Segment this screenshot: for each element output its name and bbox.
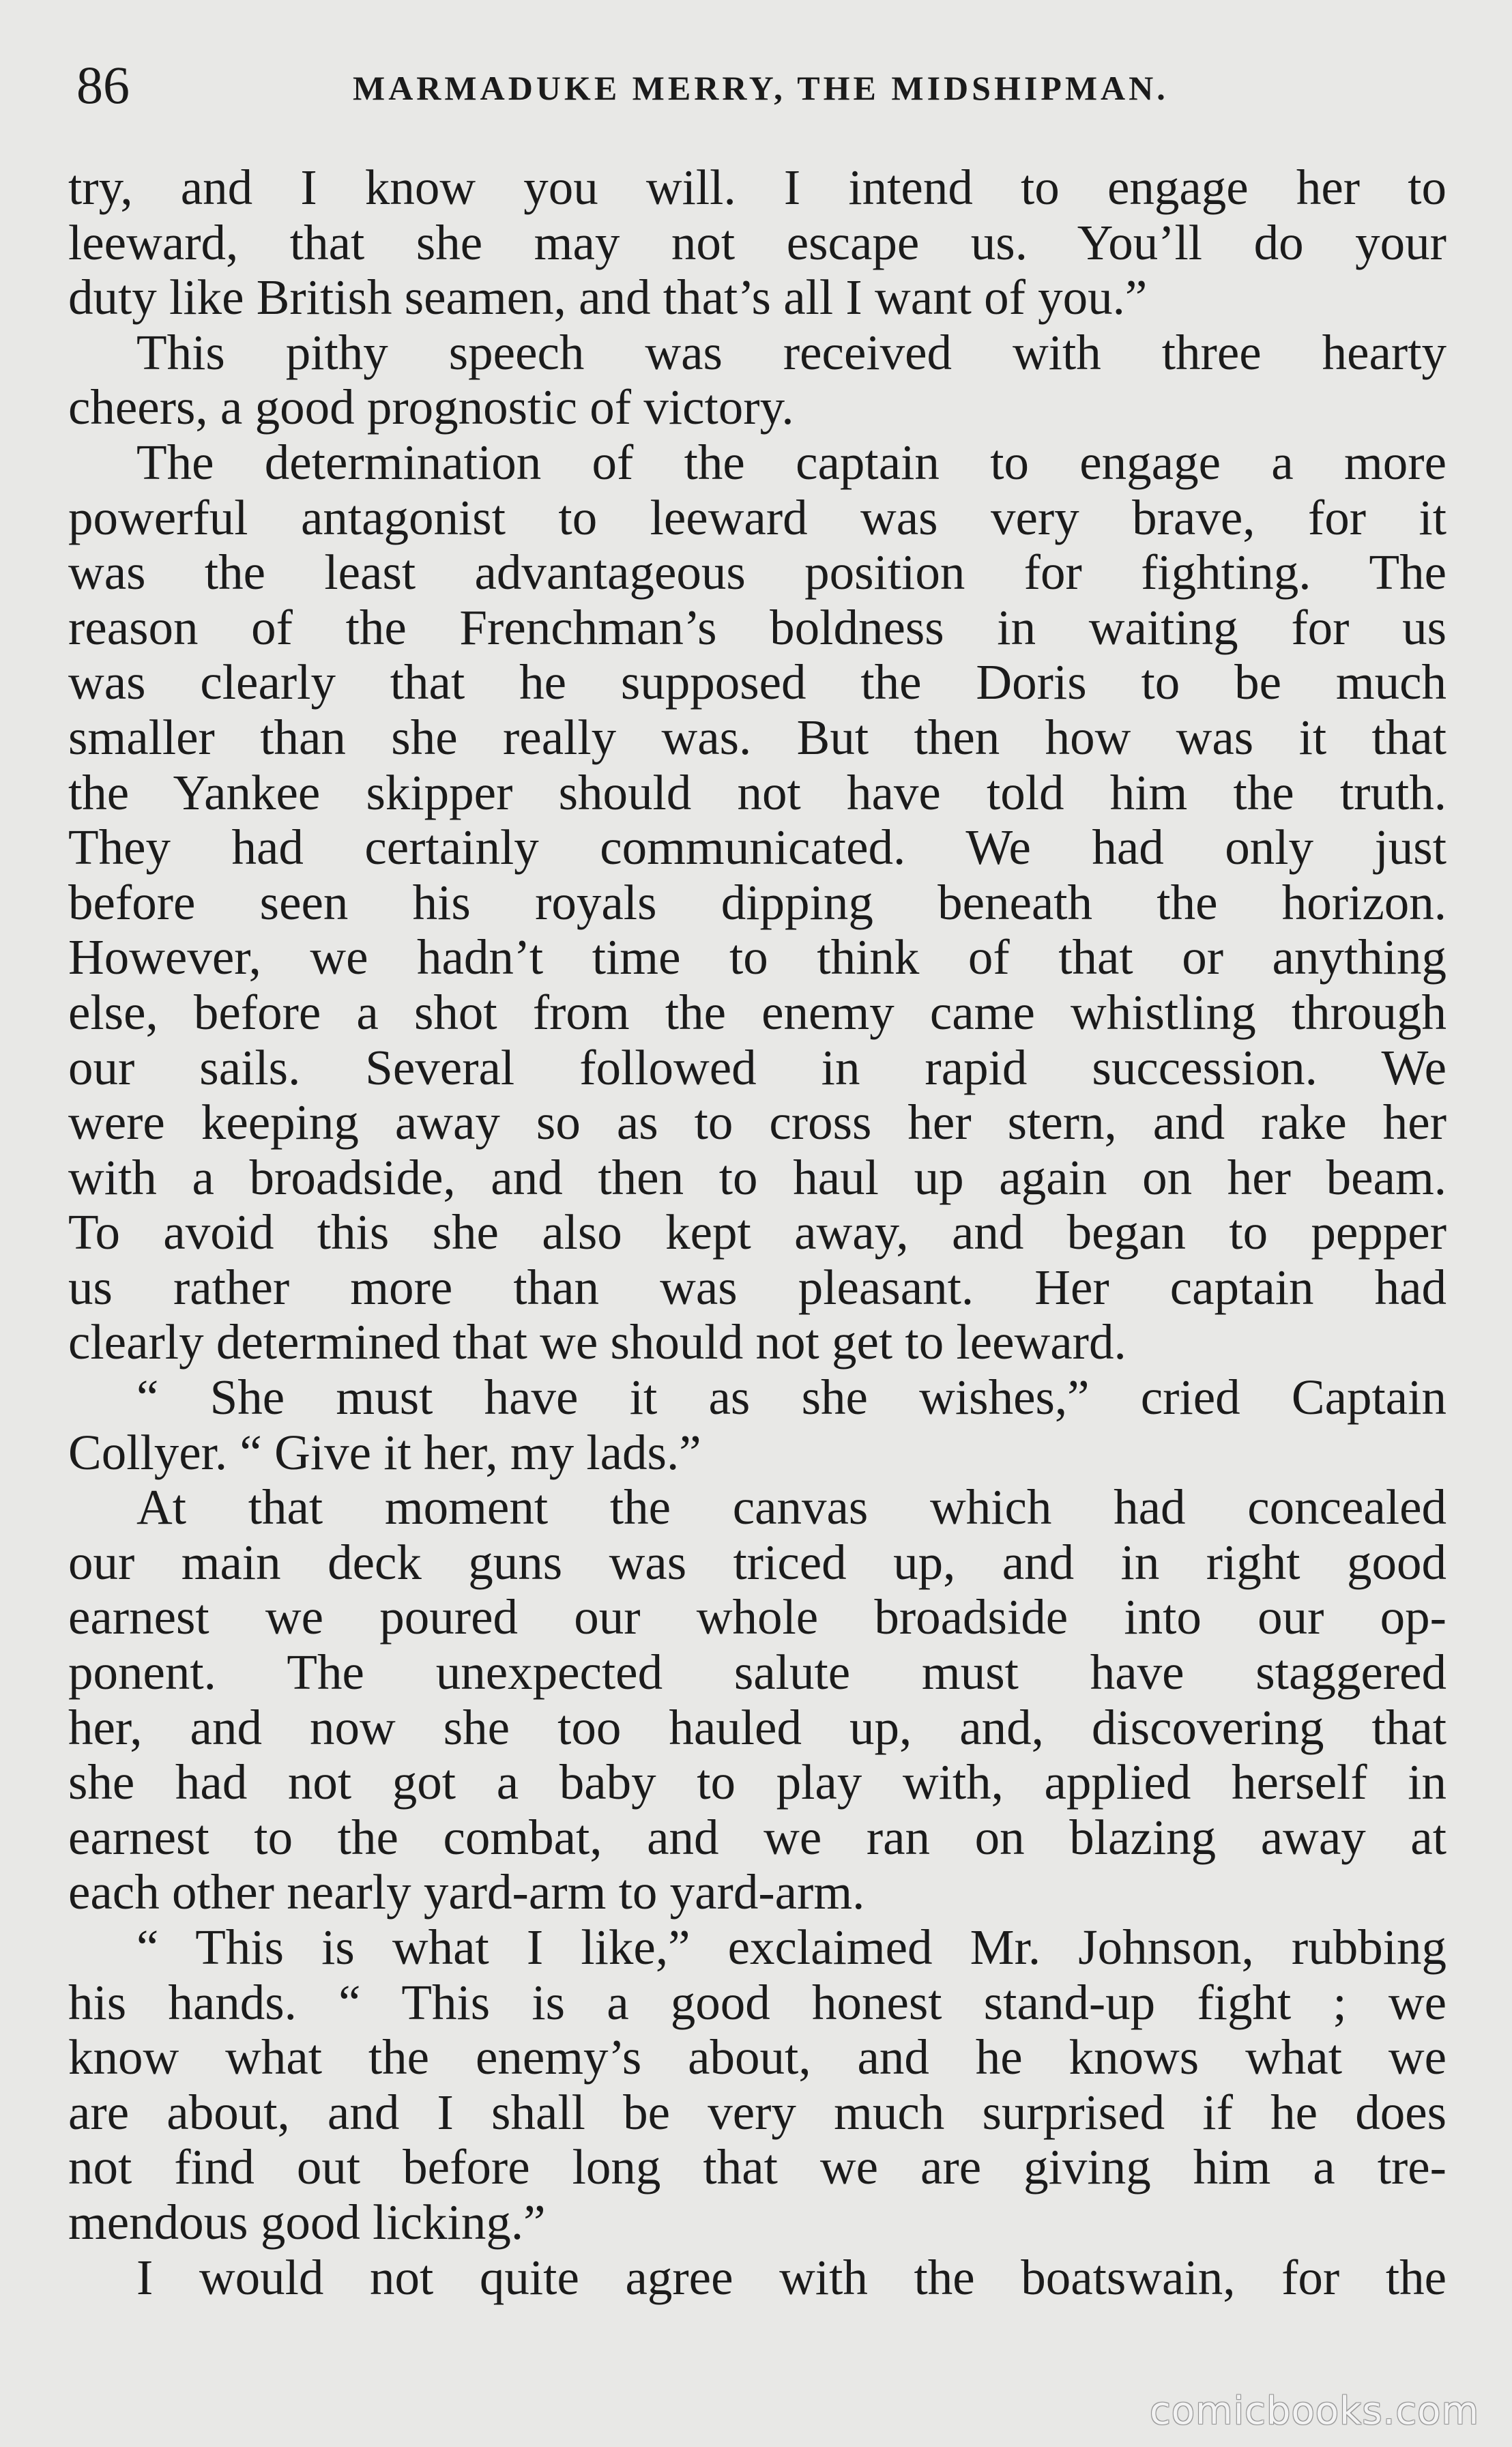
text-line: she had not got a baby to play with, applied herself in: [68, 1755, 1446, 1810]
text-line: They had certainly communicated. We had only just: [68, 820, 1446, 875]
page-number: 86: [76, 55, 130, 115]
text-line: know what the enemy’s about, and he knows what we: [68, 2030, 1446, 2085]
text-line: smaller than she really was. But then how was it that: [68, 710, 1446, 765]
text-line: else, before a shot from the enemy came whistling through: [68, 985, 1446, 1040]
text-line: with a broadside, and then to haul up again on her beam.: [68, 1150, 1446, 1205]
text-line: each other nearly yard-arm to yard-arm.: [68, 1865, 865, 1920]
text-line: At that moment the canvas which had concealed: [136, 1480, 1446, 1535]
text-line: cheers, a good prognostic of victory.: [68, 380, 794, 435]
text-line: reason of the Frenchman’s boldness in waiting for us: [68, 600, 1446, 655]
body-text: [68, 160, 1446, 2305]
text-line: our main deck guns was triced up, and in right good: [68, 1535, 1446, 1590]
text-line: To avoid this she also kept away, and began to pepper: [68, 1205, 1446, 1260]
text-line: was clearly that he supposed the Doris to be much: [68, 655, 1446, 710]
text-line: Collyer. “ Give it her, my lads.”: [68, 1425, 701, 1480]
watermark-logo: comicbooks.com: [1149, 2389, 1479, 2433]
text-line: The determination of the captain to engage a more: [136, 435, 1446, 490]
text-line: earnest we poured our whole broadside into our op-: [68, 1590, 1446, 1645]
text-line: mendous good licking.”: [68, 2195, 546, 2250]
page-header: [76, 48, 1440, 123]
text-line: clearly determined that we should not get to leeward.: [68, 1315, 1126, 1370]
text-line: leeward, that she may not escape us. You’ll do your: [68, 215, 1446, 270]
text-line: However, we hadn’t time to think of that or anything: [68, 930, 1446, 985]
text-line: before seen his royals dipping beneath the horizon.: [68, 875, 1446, 930]
text-line: This pithy speech was received with three hearty: [136, 325, 1446, 380]
text-line: us rather more than was pleasant. Her captain had: [68, 1260, 1446, 1315]
text-line: “ This is what I like,” exclaimed Mr. Johnson, rubbing: [136, 1920, 1446, 1975]
text-line: the Yankee skipper should not have told him the truth.: [68, 765, 1446, 820]
text-line: her, and now she too hauled up, and, discovering that: [68, 1700, 1446, 1755]
text-line: powerful antagonist to leeward was very brave, for it: [68, 490, 1446, 545]
text-line: duty like British seamen, and that’s all I want of you.”: [68, 270, 1148, 325]
text-line: “ She must have it as she wishes,” cried Captain: [136, 1370, 1446, 1425]
text-line: are about, and I shall be very much surprised if he does: [68, 2085, 1446, 2140]
text-line: not find out before long that we are giving him a tre-: [68, 2140, 1446, 2195]
text-line: were keeping away so as to cross her stern, and rake her: [68, 1095, 1446, 1150]
text-line: I would not quite agree with the boatswain, for the: [136, 2250, 1446, 2305]
text-line: his hands. “ This is a good honest stand-up fight ; we: [68, 1975, 1446, 2030]
text-line: ponent. The unexpected salute must have staggered: [68, 1645, 1446, 1700]
running-title: MARMADUKE MERRY, THE MIDSHIPMAN.: [353, 69, 1169, 107]
text-line: our sails. Several followed in rapid succession. We: [68, 1040, 1446, 1095]
text-line: was the least advantageous position for fighting. The: [68, 545, 1446, 600]
text-line: try, and I know you will. I intend to engage her to: [68, 160, 1446, 215]
text-line: earnest to the combat, and we ran on blazing away at: [68, 1810, 1446, 1865]
